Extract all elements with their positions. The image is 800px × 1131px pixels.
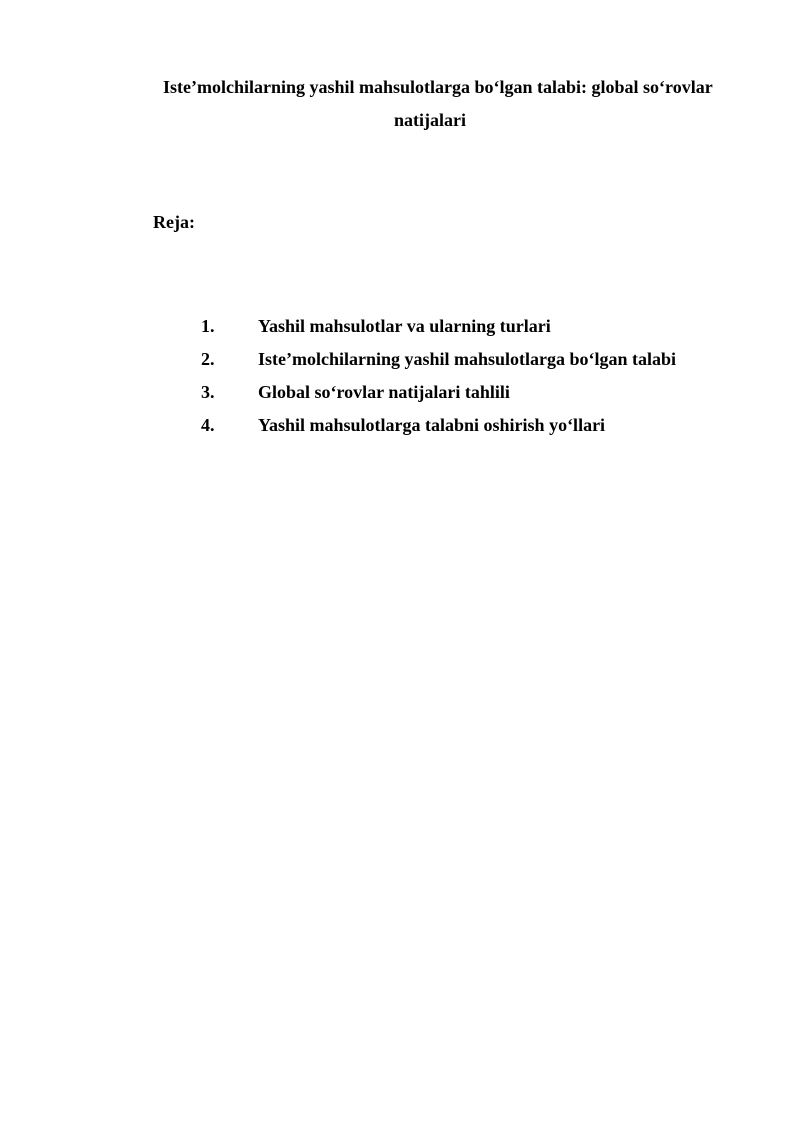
plan-item-number: 2. <box>201 349 215 369</box>
plan-list <box>0 312 800 444</box>
plan-item <box>0 411 800 444</box>
plan-item-text: Yashil mahsulotlar va ularning turlari <box>258 316 551 336</box>
plan-item-number: 4. <box>201 415 215 435</box>
document-title: Iste’molchilarning yashil mahsulotlarga bo‘lgan talabi: global so‘rovlar <box>163 77 713 97</box>
plan-item-number: 1. <box>201 316 215 336</box>
document-title-continuation: natijalari <box>394 110 466 130</box>
plan-item-number: 3. <box>201 382 215 402</box>
plan-item <box>0 312 800 345</box>
plan-item-text: Global so‘rovlar natijalari tahlili <box>258 382 510 402</box>
plan-item <box>0 345 800 378</box>
plan-item-text: Iste’molchilarning yashil mahsulotlarga bo‘lgan talabi <box>258 349 677 369</box>
plan-item <box>0 378 800 411</box>
plan-heading: Reja: <box>153 212 195 232</box>
plan-item-text: Yashil mahsulotlarga talabni oshirish yo‘llari <box>258 415 606 435</box>
